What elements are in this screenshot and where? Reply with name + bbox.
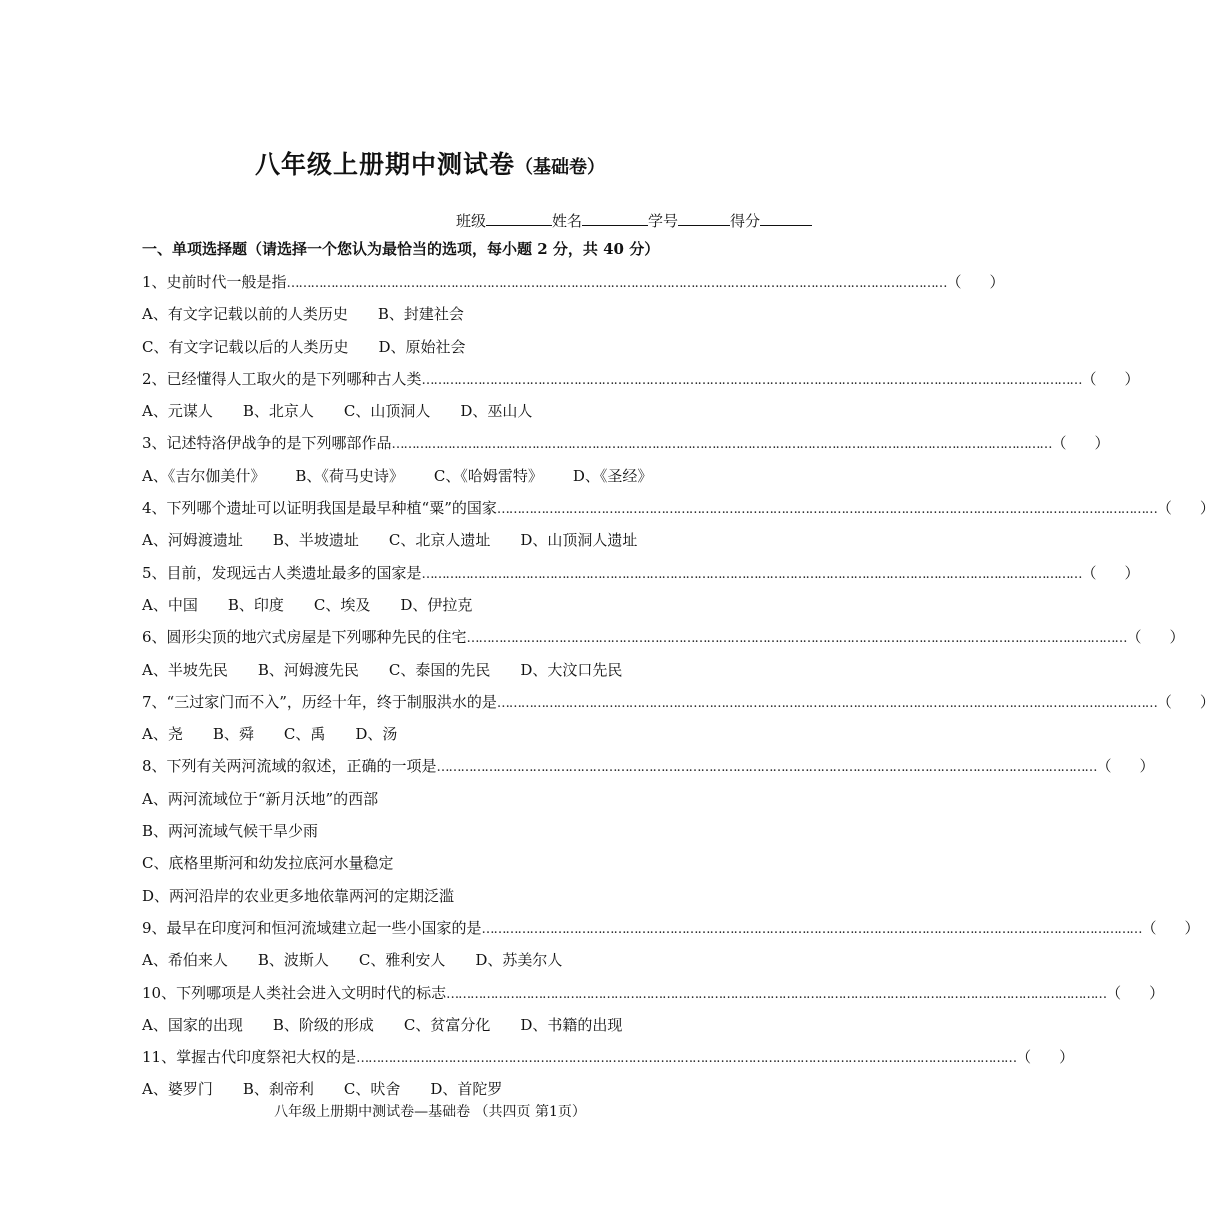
answer-bracket[interactable] — [1097, 750, 1155, 782]
question-stem — [142, 912, 1200, 944]
paren-close: ） — [1149, 983, 1165, 1002]
option: D、汤 — [355, 725, 398, 744]
dot-leader: ………………………………………………………………………………………………………………………………………………… — [421, 566, 1082, 582]
title-main: 八年级上册期中测试卷 — [254, 150, 515, 179]
id-blank — [678, 211, 730, 226]
answer-bracket[interactable] — [1016, 1041, 1074, 1073]
option-line: A、两河流域位于“新月沃地”的西部 — [142, 789, 379, 808]
dot-leader: ………………………………………………………………………………………………………………………………………………… — [481, 921, 1142, 937]
option: A、有文字记载以前的人类历史 — [142, 305, 348, 324]
option: B、波斯人 — [257, 951, 329, 970]
question-text: 1、史前时代一般是指 — [142, 273, 287, 291]
option: B、《荷马史诗》 — [295, 466, 404, 485]
options-row — [142, 944, 814, 976]
options-row — [142, 524, 814, 556]
paren-close: ） — [1124, 369, 1140, 388]
option: D、《圣经》 — [572, 466, 653, 485]
student-info-line — [456, 210, 812, 231]
answer-bracket[interactable] — [1052, 427, 1110, 459]
paren-open: （ — [1156, 692, 1172, 711]
dot-leader: ………………………………………………………………………………………………………………………………………………… — [446, 986, 1107, 1002]
paren-open: （ — [1106, 983, 1122, 1002]
option: C、北京人遗址 — [388, 531, 491, 550]
option: D、首陀罗 — [430, 1080, 503, 1099]
option-line: C、底格里斯河和幼发拉底河水量稳定 — [142, 854, 394, 873]
option: B、封建社会 — [377, 305, 464, 324]
question-stem — [142, 266, 1005, 298]
id-label: 学号 — [647, 212, 678, 230]
answer-bracket[interactable] — [1106, 977, 1164, 1009]
paren-open: （ — [1051, 434, 1067, 453]
option: A、中国 — [142, 595, 198, 614]
options-row — [142, 1009, 814, 1041]
question-text: 11、掌握古代印度祭祀大权的是 — [142, 1048, 357, 1067]
option: D、伊拉克 — [400, 595, 473, 614]
answer-bracket[interactable] — [1157, 686, 1215, 718]
paren-close: ） — [1124, 563, 1140, 582]
paren-open: （ — [1156, 499, 1172, 518]
options-row — [142, 654, 814, 686]
option: A、婆罗门 — [142, 1080, 213, 1099]
paren-close: ） — [1184, 918, 1200, 937]
option: C、泰国的先民 — [388, 660, 491, 679]
option: B、舜 — [212, 725, 254, 744]
class-blank — [486, 211, 552, 226]
question-text: 7、“三过家门而不入”，历经十年，终于制服洪水的是 — [142, 692, 497, 711]
paren-open: （ — [1141, 918, 1157, 937]
dot-leader: ………………………………………………………………………………………………………………………………………………… — [421, 372, 1082, 388]
paren-close: ） — [1199, 692, 1215, 711]
options-row — [142, 589, 814, 621]
option: A、半坡先民 — [142, 660, 228, 679]
option: A、《吉尔伽美什》 — [142, 466, 266, 485]
question-text: 9、最早在印度河和恒河流域建立起一些小国家的是 — [142, 918, 482, 937]
paren-open: （ — [1126, 628, 1142, 647]
question-text: 6、圆形尖顶的地穴式房屋是下列哪种先民的住宅 — [142, 628, 467, 647]
question-stem — [142, 686, 1215, 718]
option: B、北京人 — [242, 402, 314, 421]
paren-close: ） — [1139, 757, 1155, 776]
paren-close: ） — [989, 273, 1005, 291]
option: A、河姆渡遗址 — [142, 531, 243, 550]
options-row — [142, 460, 814, 492]
answer-bracket[interactable] — [1082, 557, 1140, 589]
option: D、大汶口先民 — [520, 660, 623, 679]
option: C、雅利安人 — [358, 951, 446, 970]
dot-leader: ………………………………………………………………………………………………………………………………………………… — [466, 631, 1127, 647]
option: C、吠舍 — [343, 1080, 401, 1099]
option-line: B、两河流域气候干旱少雨 — [142, 822, 319, 841]
option: B、半坡遗址 — [272, 531, 359, 550]
question-text: 10、下列哪项是人类社会进入文明时代的标志 — [142, 983, 447, 1002]
paren-open: （ — [1081, 369, 1097, 388]
option: D、苏美尔人 — [475, 951, 563, 970]
dot-leader: ………………………………………………………………………………………………………………………………………………… — [391, 437, 1052, 453]
paren-close: ） — [1059, 1048, 1075, 1067]
question-stem — [142, 750, 1155, 782]
score-label: 得分 — [729, 212, 760, 230]
question-text: 2、已经懂得人工取火的是下列哪种古人类 — [142, 369, 422, 388]
option: D、巫山人 — [460, 402, 533, 421]
paren-open: （ — [1096, 757, 1112, 776]
option: D、书籍的出现 — [520, 1015, 623, 1034]
question-stem — [142, 492, 1215, 524]
answer-bracket[interactable] — [1142, 912, 1200, 944]
score-blank — [760, 211, 812, 226]
option: A、希伯来人 — [142, 951, 228, 970]
dot-leader: ………………………………………………………………………………………………………………………………………………… — [496, 502, 1157, 518]
options-row — [142, 298, 814, 330]
answer-bracket[interactable] — [1082, 363, 1140, 395]
name-blank — [582, 211, 648, 226]
option: A、国家的出现 — [142, 1015, 243, 1034]
class-label: 班级 — [455, 212, 486, 230]
question-text: 5、目前，发现远古人类遗址最多的国家是 — [142, 563, 422, 582]
option: C、禹 — [283, 725, 326, 744]
options-row — [142, 331, 814, 363]
answer-bracket[interactable] — [1127, 621, 1185, 653]
option: C、《哈姆雷特》 — [433, 466, 543, 485]
question-stem — [142, 621, 1185, 653]
dot-leader: ………………………………………………………………………………………………………………………………………………… — [496, 695, 1157, 711]
paren-open: （ — [1016, 1048, 1032, 1067]
answer-bracket[interactable] — [1157, 492, 1215, 524]
option: A、元谋人 — [142, 402, 213, 421]
question-text: 4、下列哪个遗址可以证明我国是最早种植“粟”的国家 — [142, 499, 497, 518]
section-heading: 一、单项选择题（请选择一个您认为最恰当的选项，每小题 2 分，共 40 分） — [142, 240, 660, 258]
question-stem — [142, 557, 1140, 589]
answer-bracket[interactable] — [947, 266, 1005, 298]
option: D、山顶洞人遗址 — [520, 531, 638, 550]
option: A、尧 — [142, 725, 183, 744]
name-label: 姓名 — [551, 212, 582, 230]
question-text: 3、记述特洛伊战争的是下列哪部作品 — [142, 434, 392, 453]
paren-close: ） — [1199, 499, 1215, 518]
question-stem — [142, 427, 1110, 459]
question-text: 8、下列有关两河流域的叙述，正确的一项是 — [142, 757, 437, 776]
dot-leader: ………………………………………………………………………………………………………………………………………………… — [286, 276, 947, 291]
paren-open: （ — [946, 273, 962, 291]
paren-open: （ — [1081, 563, 1097, 582]
option: C、山顶洞人 — [343, 402, 431, 421]
page-footer: 八年级上册期中测试卷—基础卷 （共四页 第1页） — [274, 1104, 586, 1120]
title-suffix: （基础卷） — [515, 157, 605, 178]
paren-close: ） — [1094, 434, 1110, 453]
option-line: D、两河沿岸的农业更多地依靠两河的定期泛滥 — [142, 886, 455, 905]
paren-close: ） — [1169, 628, 1185, 647]
option: C、埃及 — [313, 595, 371, 614]
option: C、有文字记载以后的人类历史 — [142, 337, 349, 356]
option: B、刹帝利 — [242, 1080, 314, 1099]
question-stem — [142, 977, 1165, 1009]
options-row — [142, 718, 814, 750]
option: D、原始社会 — [378, 337, 466, 356]
question-stem — [142, 363, 1140, 395]
option: B、阶级的形成 — [272, 1015, 374, 1034]
option: B、河姆渡先民 — [257, 660, 359, 679]
option: B、印度 — [227, 595, 284, 614]
dot-leader: ………………………………………………………………………………………………………………………………………………… — [356, 1051, 1017, 1067]
options-row — [142, 395, 814, 427]
option: C、贫富分化 — [403, 1015, 491, 1034]
dot-leader: ………………………………………………………………………………………………………………………………………………… — [436, 760, 1097, 776]
question-stem — [142, 1041, 1075, 1073]
page-title — [0, 145, 860, 181]
question-list — [142, 266, 1215, 1106]
